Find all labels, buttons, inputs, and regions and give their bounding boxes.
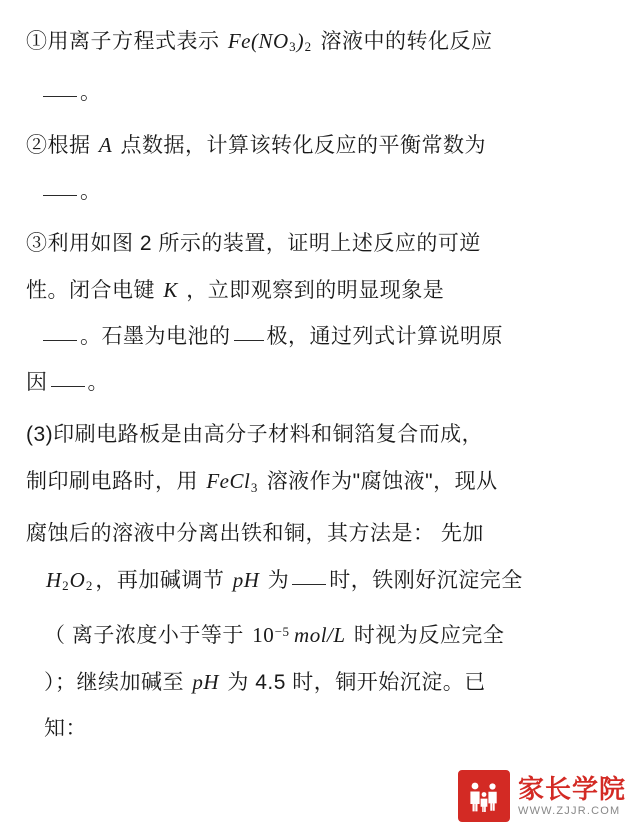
text-run: 为 4.5 时，铜开始沉淀。已 [227,670,486,694]
text-run: ③利用如图 2 所示的装置，证明上述反应的可逆 [26,232,481,256]
answer-blank[interactable] [51,372,85,387]
line-2 [26,70,614,116]
line-9 [26,412,614,458]
watermark-logo [458,770,626,822]
text-run: 。 [80,180,102,204]
watermark-url: WWW.ZJJR.COM [517,804,621,817]
text-run: 因 [26,371,48,395]
switch-label-k: K [163,278,178,303]
answer-blank[interactable] [292,570,326,585]
text-run: 。 [87,371,109,395]
symbol-ph: pH [232,567,260,592]
line-3 [26,122,614,169]
point-label-a: A [98,133,113,158]
answer-blank[interactable] [234,326,264,341]
text-run: 知： [44,716,87,740]
watermark-text [517,773,626,817]
family-icon [458,770,510,822]
text-run: 为 [267,568,290,592]
answer-blank[interactable] [43,181,77,196]
line-11 [26,511,614,557]
concentration-value: $10^{-5}$ [252,622,290,647]
watermark-title: 家长学院 [517,773,626,804]
question-item-2 [26,122,614,215]
formula-fe-no3-2: $Fe(NO_3)_2$ [227,29,312,55]
answer-blank[interactable] [43,326,77,341]
question-item-3-paren [26,412,614,751]
question-item-3 [26,221,614,406]
answer-blank[interactable] [43,82,77,97]
formula-h2o2: $H_2O_2$ [46,567,93,593]
line-14 [26,659,614,706]
line-10 [26,458,614,510]
question-item-1 [26,18,614,116]
text-run: ）；继续加碱至 [44,670,184,694]
text-run: ①用离子方程式表示 [26,30,220,53]
text-run: 溶液中的转化反应 [320,30,493,53]
text-run: 性。闭合电键 [26,279,155,303]
text-run: 腐蚀后的溶液中分离出铁和铜，其方法是： 先加 [26,521,484,545]
text-run: ，再加碱调节 [95,568,225,592]
line-4 [26,169,614,215]
text-run: 时视为反应完全 [353,623,505,647]
text-run: 。 [80,81,102,105]
text-run: ②根据 [26,134,91,158]
concentration-unit: mol/L [294,622,346,647]
line-5 [26,221,614,267]
text-run: 极，通过列式计算说明原 [266,325,503,349]
text-run: ，立即观察到的明显现象是 [186,279,445,303]
text-run: 。石墨为电池的 [80,325,231,349]
formula-fecl3: FeCl$_3$ [206,469,258,495]
line-13 [26,609,614,659]
line-12 [26,557,614,609]
line-1 [26,18,614,70]
text-run: 点数据，计算该转化反应的平衡常数为 [120,134,487,158]
line-15 [26,706,614,752]
line-8 [26,360,614,406]
symbol-ph: pH [192,669,220,694]
line-6 [26,267,614,314]
line-7 [26,314,614,360]
text-run: 时，铁刚好沉淀完全 [329,568,523,592]
text-run: (3)印刷电路板是由高分子材料和铜箔复合而成， [26,423,484,447]
text-run: 制印刷电路时，用 [26,470,198,494]
text-run: 溶液作为"腐蚀液"，现从 [266,470,498,494]
text-run: （ 离子浓度小于等于 [44,623,244,647]
